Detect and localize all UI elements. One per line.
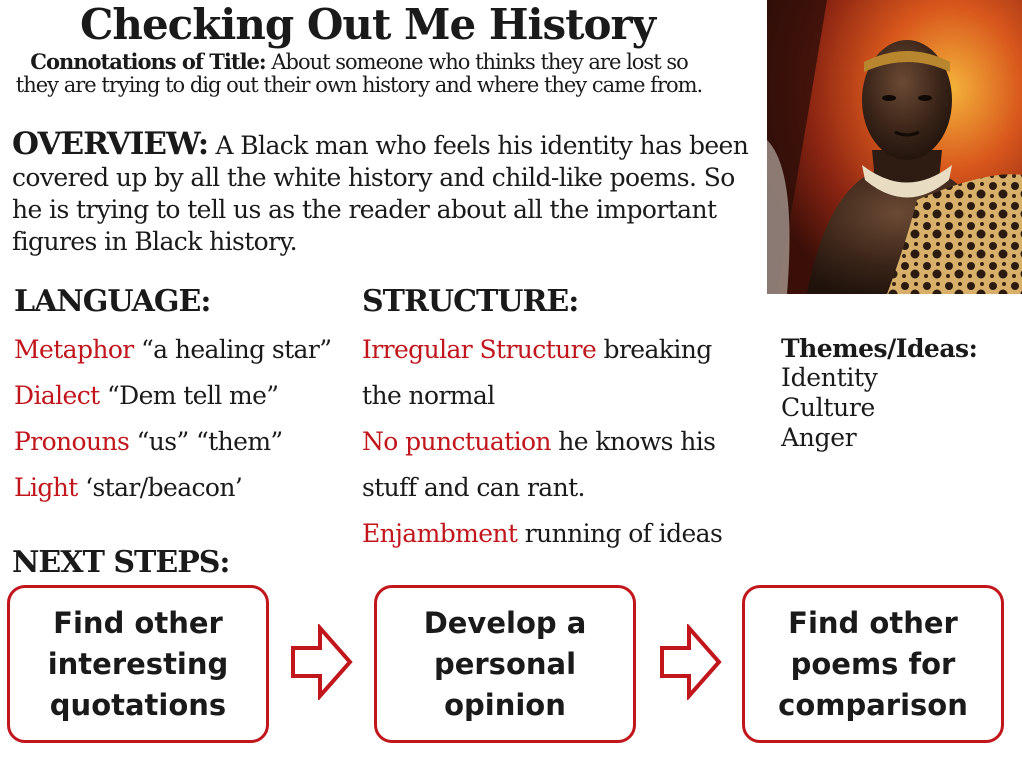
structure-text: breaking bbox=[596, 335, 712, 364]
structure-item bbox=[362, 511, 722, 557]
language-list bbox=[14, 327, 331, 511]
themes-heading: Themes/Ideas: bbox=[781, 334, 978, 363]
language-item bbox=[14, 419, 331, 465]
language-term: Metaphor bbox=[14, 335, 134, 364]
warrior-portrait-image bbox=[767, 0, 1022, 294]
overview-text: A Black man who feels his identity has been covered up by all the white history and child-like poems. So he is trying to tell us as the reader about all the important figures in Black history. bbox=[12, 131, 749, 256]
language-text: “a healing star” bbox=[133, 335, 332, 364]
step-line: Develop a bbox=[423, 605, 587, 640]
structure-term: No punctuation bbox=[362, 427, 551, 456]
step-find-poems-box[interactable] bbox=[742, 585, 1004, 743]
structure-text: stuff and can rant. bbox=[362, 473, 585, 502]
language-item bbox=[14, 327, 331, 373]
step-line: interesting bbox=[47, 646, 229, 681]
right-arrow-icon bbox=[290, 624, 354, 700]
structure-item bbox=[362, 465, 722, 511]
language-item bbox=[14, 373, 331, 419]
structure-item bbox=[362, 327, 722, 373]
overview-label: OVERVIEW: bbox=[12, 126, 209, 162]
theme-item: Identity bbox=[781, 363, 878, 392]
structure-text: the normal bbox=[362, 381, 495, 410]
structure-item bbox=[362, 373, 722, 419]
language-term: Dialect bbox=[14, 381, 100, 410]
step-line: comparison bbox=[778, 687, 968, 722]
language-text: ‘star/beacon’ bbox=[77, 473, 243, 502]
structure-text: running of ideas bbox=[517, 519, 723, 548]
language-heading: LANGUAGE: bbox=[14, 284, 211, 319]
language-term: Light bbox=[14, 473, 78, 502]
structure-list bbox=[362, 327, 722, 557]
page-title: Checking Out Me History bbox=[80, 0, 656, 49]
next-steps-heading: NEXT STEPS: bbox=[12, 545, 230, 580]
step-line: Find other bbox=[53, 605, 223, 640]
connotations-text: About someone who thinks they are lost so they are trying to dig out their own history and where they came from. bbox=[15, 50, 703, 97]
structure-term: Irregular Structure bbox=[362, 335, 597, 364]
step-find-quotations-box[interactable] bbox=[7, 585, 269, 743]
structure-text: he knows his bbox=[550, 427, 716, 456]
connotations-block bbox=[12, 50, 706, 97]
language-text: “Dem tell me” bbox=[99, 381, 279, 410]
structure-heading: STRUCTURE: bbox=[362, 284, 579, 319]
overview-block bbox=[12, 128, 752, 258]
language-item bbox=[14, 465, 331, 511]
connotations-label: Connotations of Title: bbox=[30, 49, 266, 74]
language-term: Pronouns bbox=[14, 427, 130, 456]
themes-block bbox=[781, 334, 977, 453]
theme-item: Culture bbox=[781, 393, 876, 422]
right-arrow-icon bbox=[659, 624, 723, 700]
step-line: poems for bbox=[790, 646, 956, 681]
structure-term: Enjambment bbox=[362, 519, 518, 548]
step-line: quotations bbox=[49, 687, 227, 722]
language-text: “us” “them” bbox=[129, 427, 283, 456]
theme-item: Anger bbox=[781, 423, 857, 452]
structure-item bbox=[362, 419, 722, 465]
step-develop-opinion-box[interactable] bbox=[374, 585, 636, 743]
step-line: Find other bbox=[788, 605, 958, 640]
step-line: personal bbox=[433, 646, 577, 681]
step-line: opinion bbox=[444, 687, 566, 722]
